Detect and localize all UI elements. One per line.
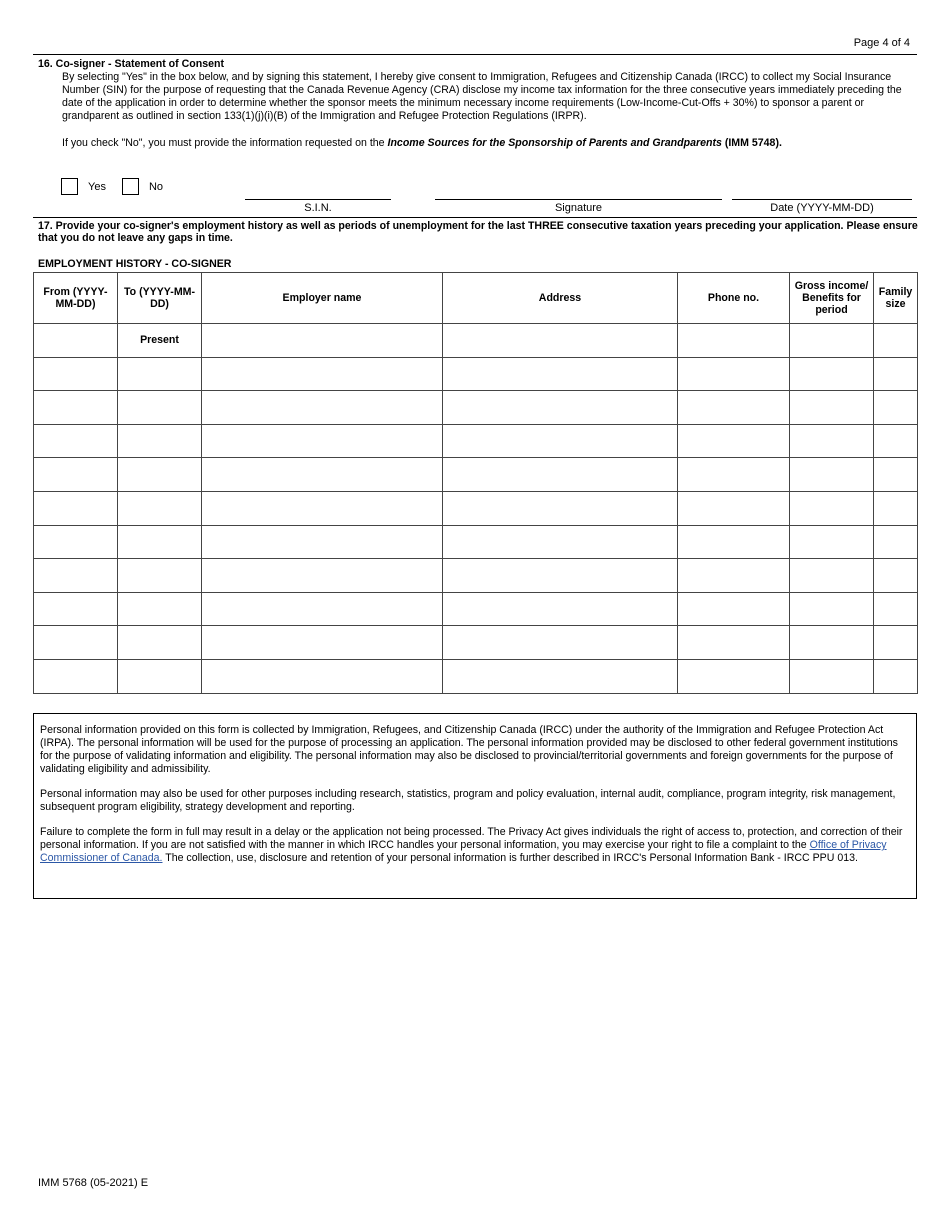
column-header-address: Address <box>443 273 678 324</box>
address-cell[interactable] <box>443 357 678 391</box>
column-header-gross-income: Gross income/ Benefits for period <box>790 273 874 324</box>
section-16 <box>38 58 918 149</box>
divider <box>33 217 917 218</box>
table-row <box>34 592 918 626</box>
if-no-prefix: If you check "No", you must provide the information requested on the <box>62 137 388 149</box>
page-number: Page 4 of 4 <box>853 37 910 49</box>
privacy-p3-prefix: Failure to complete the form in full may result in a delay or the application not being processed. The Privacy Act gives individuals the right of access to, protection, and correction of their personal information. If you are not satisfied with the manner in which IRCC handles your personal information, you may exercise your right to file a complaint to the <box>40 826 903 851</box>
sin-field[interactable] <box>245 199 391 200</box>
phone-cell[interactable] <box>678 626 790 660</box>
family-size-cell[interactable] <box>874 324 918 358</box>
to-cell[interactable] <box>118 659 202 693</box>
from-cell[interactable] <box>34 357 118 391</box>
privacy-p3-suffix: The collection, use, disclosure and retention of your personal information is further described in IRCC's Personal Information Bank - IRCC PPU 013. <box>162 852 858 864</box>
to-cell[interactable] <box>118 357 202 391</box>
gross-income-cell[interactable] <box>790 357 874 391</box>
form-id: IMM 5768 (05-2021) E <box>38 1177 149 1189</box>
gross-income-cell[interactable] <box>790 391 874 425</box>
to-cell[interactable] <box>118 458 202 492</box>
family-size-cell[interactable] <box>874 458 918 492</box>
address-cell[interactable] <box>443 525 678 559</box>
privacy-paragraph: Personal information provided on this form is collected by Immigration, Refugees, and Citizenship Canada (IRCC) under the authority of the Immigration and Refugee Protection Act (IRPA). The personal information will be used for the purpose of processing an application. The personal information provided may be disclosed to other federal government institutions for the purpose of validating information and eligibility. The personal information may also be disclosed to provincial/territorial governments and foreign governments for the purpose of validating eligibility and admissibility. <box>40 724 898 775</box>
employment-history-table <box>33 272 918 694</box>
column-header-to: To (YYYY-MM-DD) <box>118 273 202 324</box>
table-row <box>34 491 918 525</box>
address-cell[interactable] <box>443 424 678 458</box>
imm5748-form-name: Income Sources for the Sponsorship of Parents and Grandparents <box>387 137 722 149</box>
employer-cell[interactable] <box>202 659 443 693</box>
employer-cell[interactable] <box>202 424 443 458</box>
gross-income-cell[interactable] <box>790 458 874 492</box>
family-size-cell[interactable] <box>874 357 918 391</box>
family-size-cell[interactable] <box>874 391 918 425</box>
employer-cell[interactable] <box>202 525 443 559</box>
date-field[interactable] <box>732 199 912 200</box>
employment-history-title: EMPLOYMENT HISTORY - CO-SIGNER <box>38 258 232 270</box>
phone-cell[interactable] <box>678 324 790 358</box>
address-cell[interactable] <box>443 559 678 593</box>
to-cell[interactable]: Present <box>118 324 202 358</box>
from-cell[interactable] <box>34 324 118 358</box>
address-cell[interactable] <box>443 491 678 525</box>
address-cell[interactable] <box>443 592 678 626</box>
divider <box>33 54 917 55</box>
gross-income-cell[interactable] <box>790 324 874 358</box>
family-size-cell[interactable] <box>874 626 918 660</box>
yes-label: Yes <box>88 180 106 193</box>
privacy-paragraph: Personal information may also be used for other purposes including research, statistics, program and policy evaluation, internal audit, compliance, program integrity, risk management, subsequent program eligibility, strategy development and reporting. <box>40 788 896 813</box>
table-row <box>34 357 918 391</box>
gross-income-cell[interactable] <box>790 626 874 660</box>
gross-income-cell[interactable] <box>790 525 874 559</box>
sin-label: S.I.N. <box>304 202 332 214</box>
section-16-heading: 16. Co-signer - Statement of Consent <box>38 58 225 70</box>
from-cell[interactable] <box>34 659 118 693</box>
table-row <box>34 324 918 358</box>
table-row <box>34 626 918 660</box>
signature-field[interactable] <box>435 199 722 200</box>
phone-cell[interactable] <box>678 659 790 693</box>
no-checkbox[interactable] <box>122 178 139 195</box>
to-cell[interactable] <box>118 626 202 660</box>
employer-cell[interactable] <box>202 357 443 391</box>
employer-cell[interactable] <box>202 391 443 425</box>
table-header-row <box>34 273 918 324</box>
gross-income-cell[interactable] <box>790 491 874 525</box>
phone-cell[interactable] <box>678 357 790 391</box>
to-cell[interactable] <box>118 391 202 425</box>
privacy-notice <box>33 713 917 899</box>
consent-text: By selecting "Yes" in the box below, and by signing this statement, I hereby give consent to Immigration, Refugees and Citizenship Canada (IRCC) to collect my Social Insurance Number (SIN) for the purpose of requesting that the Canada Revenue Agency (CRA) disclose my income tax information for the three consecutive years immediately preceding the date of the application in order to determine whether the sponsor meets the minimum necessary income requirements (Low-Income-Cut-Offs + 30%) to sponsor a parent or grandparent as outlined in section 133(1)(j)(i)(B) of the Immigration and Refugee Protection Regulations (IRPR). <box>62 71 902 122</box>
address-cell[interactable] <box>443 458 678 492</box>
family-size-cell[interactable] <box>874 491 918 525</box>
gross-income-cell[interactable] <box>790 559 874 593</box>
phone-cell[interactable] <box>678 491 790 525</box>
address-cell[interactable] <box>443 391 678 425</box>
employer-cell[interactable] <box>202 626 443 660</box>
consent-choice <box>61 178 179 195</box>
to-cell[interactable] <box>118 559 202 593</box>
phone-cell[interactable] <box>678 424 790 458</box>
address-cell[interactable] <box>443 626 678 660</box>
from-cell[interactable] <box>34 491 118 525</box>
employer-cell[interactable] <box>202 559 443 593</box>
imm5748-code: (IMM 5748). <box>721 137 782 149</box>
table-row <box>34 458 918 492</box>
column-header-from: From (YYYY-MM-DD) <box>34 273 118 324</box>
table-row <box>34 559 918 593</box>
phone-cell[interactable] <box>678 525 790 559</box>
employer-cell[interactable] <box>202 491 443 525</box>
family-size-cell[interactable] <box>874 592 918 626</box>
privacy-commissioner-link[interactable]: Office of Privacy Commissioner of Canada. <box>40 839 887 864</box>
if-no-instruction <box>62 137 918 149</box>
employer-cell[interactable] <box>202 592 443 626</box>
privacy-paragraph <box>40 826 910 865</box>
employer-cell[interactable] <box>202 458 443 492</box>
address-cell[interactable] <box>443 659 678 693</box>
address-cell[interactable] <box>443 324 678 358</box>
table-row <box>34 525 918 559</box>
phone-cell[interactable] <box>678 559 790 593</box>
family-size-cell[interactable] <box>874 559 918 593</box>
table-row <box>34 391 918 425</box>
family-size-cell[interactable] <box>874 659 918 693</box>
from-cell[interactable] <box>34 626 118 660</box>
family-size-cell[interactable] <box>874 525 918 559</box>
to-cell[interactable] <box>118 525 202 559</box>
gross-income-cell[interactable] <box>790 659 874 693</box>
date-label: Date (YYYY-MM-DD) <box>770 202 874 214</box>
yes-checkbox[interactable] <box>61 178 78 195</box>
table-row <box>34 659 918 693</box>
to-cell[interactable] <box>118 424 202 458</box>
section-17-heading: 17. Provide your co-signer's employment history as well as periods of unemployment for the last THREE consecutive taxation years preceding your application. Please ensure that you do not leave any gaps in time. <box>38 220 918 244</box>
column-header-family-size: Family size <box>874 273 918 324</box>
phone-cell[interactable] <box>678 391 790 425</box>
table-row <box>34 424 918 458</box>
from-cell[interactable] <box>34 525 118 559</box>
to-cell[interactable] <box>118 592 202 626</box>
column-header-employer: Employer name <box>202 273 443 324</box>
gross-income-cell[interactable] <box>790 424 874 458</box>
column-header-phone: Phone no. <box>678 273 790 324</box>
signature-label: Signature <box>554 202 603 214</box>
phone-cell[interactable] <box>678 458 790 492</box>
family-size-cell[interactable] <box>874 424 918 458</box>
phone-cell[interactable] <box>678 592 790 626</box>
employer-cell[interactable] <box>202 324 443 358</box>
gross-income-cell[interactable] <box>790 592 874 626</box>
from-cell[interactable] <box>34 391 118 425</box>
from-cell[interactable] <box>34 458 118 492</box>
from-cell[interactable] <box>34 424 118 458</box>
no-label: No <box>148 180 164 193</box>
from-cell[interactable] <box>34 592 118 626</box>
to-cell[interactable] <box>118 491 202 525</box>
from-cell[interactable] <box>34 559 118 593</box>
